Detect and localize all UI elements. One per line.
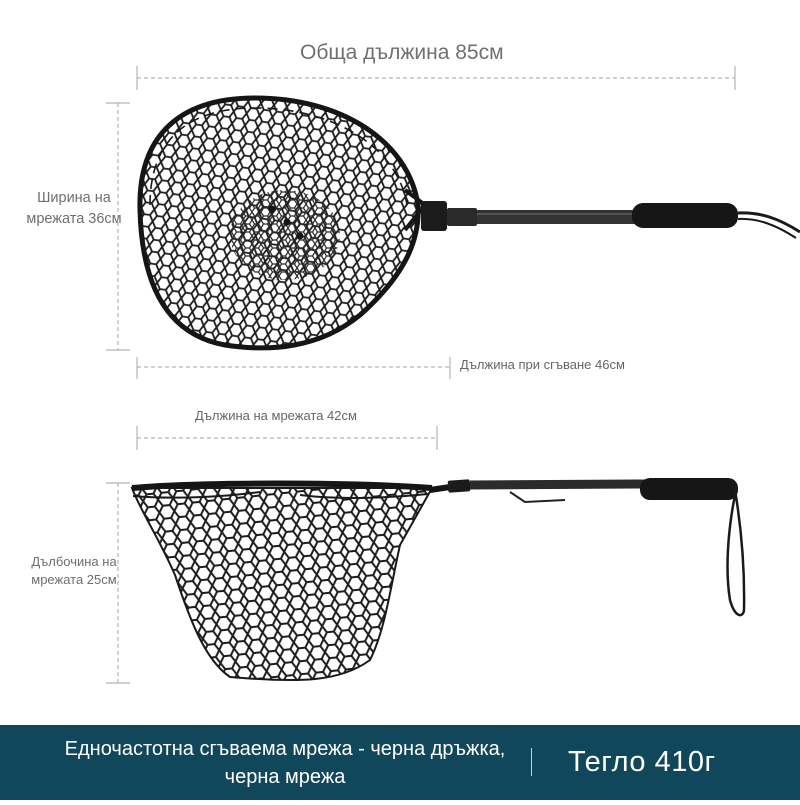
net-top-view [140, 98, 800, 348]
net-side-view [132, 478, 744, 680]
banner-divider [531, 748, 532, 776]
folded-length-label: Дължина при сгъване 46см [460, 357, 625, 372]
net-length-label: Дължина на мрежата 42см [195, 408, 357, 423]
net-depth-label: Дълбочина на мрежата 25см [31, 554, 117, 587]
total-length-label: Обща дължина 85см [300, 41, 504, 64]
product-info-banner [0, 725, 800, 800]
product-weight: Тегло 410г [568, 746, 716, 778]
net-width-label: Ширина на мрежата 36см [26, 190, 122, 227]
product-description: Едночастотна сгъваема мрежа - черна дръжка, черна мрежа [64, 738, 506, 788]
